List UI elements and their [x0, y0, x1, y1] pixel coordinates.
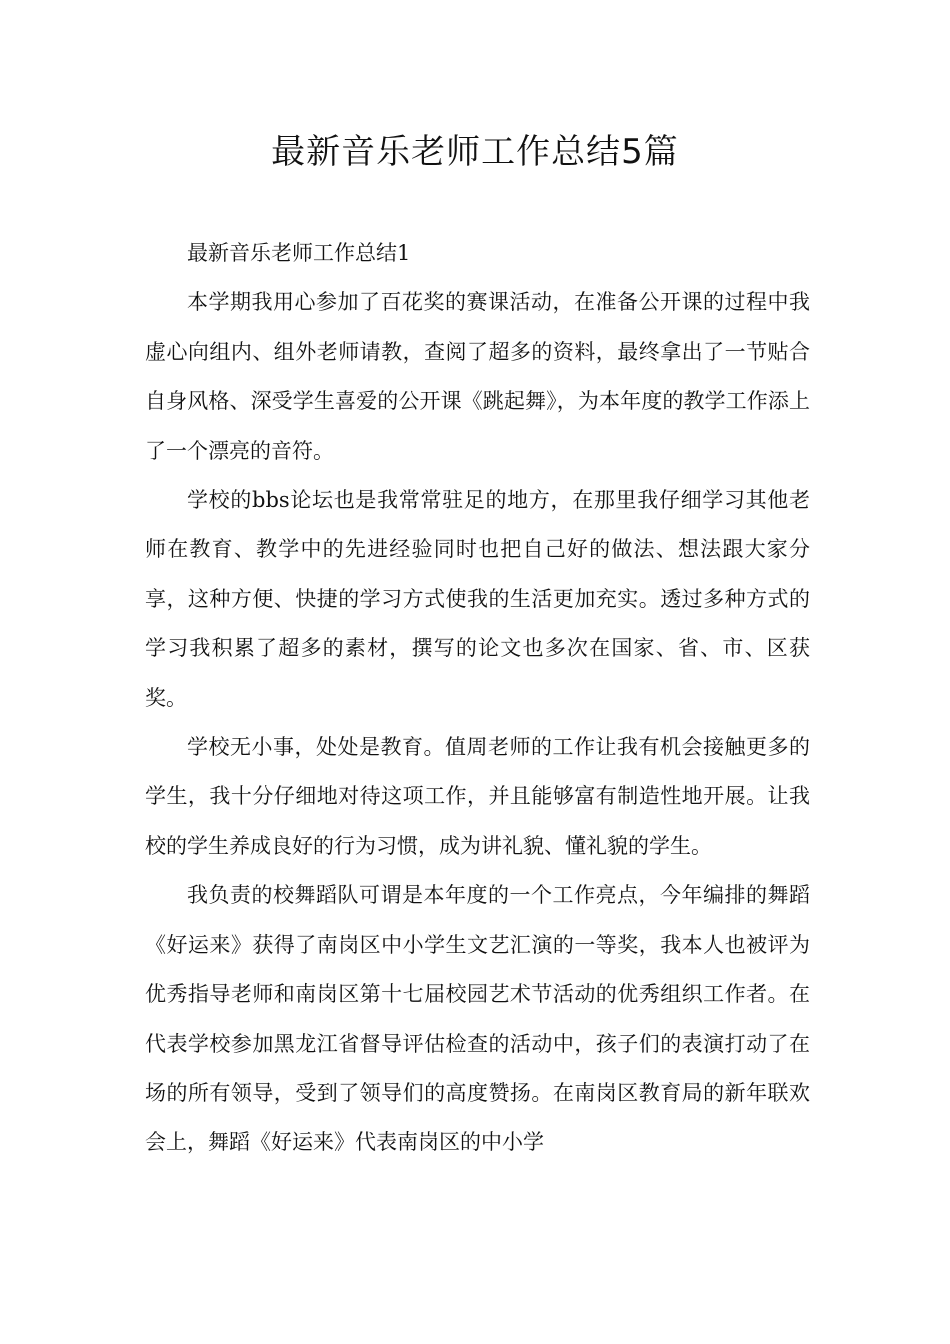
paragraph: 学校无小事，处处是教育。值周老师的工作让我有机会接触更多的学生，我十分仔细地对待这项工作，并且能够富有制造性地开展。让我校的学生养成良好的行为习惯，成为讲礼貌、懂礼貌的学生。 — [145, 735, 810, 858]
paragraph: 学校的bbs论坛也是我常常驻足的地方，在那里我仔细学习其他老师在教育、教学中的先进经验同时也把自己好的做法、想法跟大家分享，这种方便、快捷的学习方式使我的生活更加充实。透过多种方式的学习我积累了超多的素材，撰写的论文也多次在国家、省、市、区获奖。 — [145, 488, 810, 710]
section-heading: 最新音乐老师工作总结1 — [187, 241, 411, 265]
document-body — [145, 229, 810, 1168]
document-title: 最新音乐老师工作总结5篇 — [271, 132, 679, 172]
paragraph: 本学期我用心参加了百花奖的赛课活动，在准备公开课的过程中我虚心向组内、组外老师请教，查阅了超多的资料，最终拿出了一节贴合自身风格、深受学生喜爱的公开课《跳起舞》，为本年度的教学工作添上了一个漂亮的音符。 — [145, 290, 810, 463]
paragraph: 我负责的校舞蹈队可谓是本年度的一个工作亮点，今年编排的舞蹈《好运来》获得了南岗区中小学生文艺汇演的一等奖，我本人也被评为优秀指导老师和南岗区第十七届校园艺术节活动的优秀组织工作者。在代表学校参加黑龙江省督导评估检查的活动中，孩子们的表演打动了在场的所有领导，受到了领导们的高度赞扬。在南岗区教育局的新年联欢会上，舞蹈《好运来》代表南岗区的中小学 — [145, 883, 810, 1155]
